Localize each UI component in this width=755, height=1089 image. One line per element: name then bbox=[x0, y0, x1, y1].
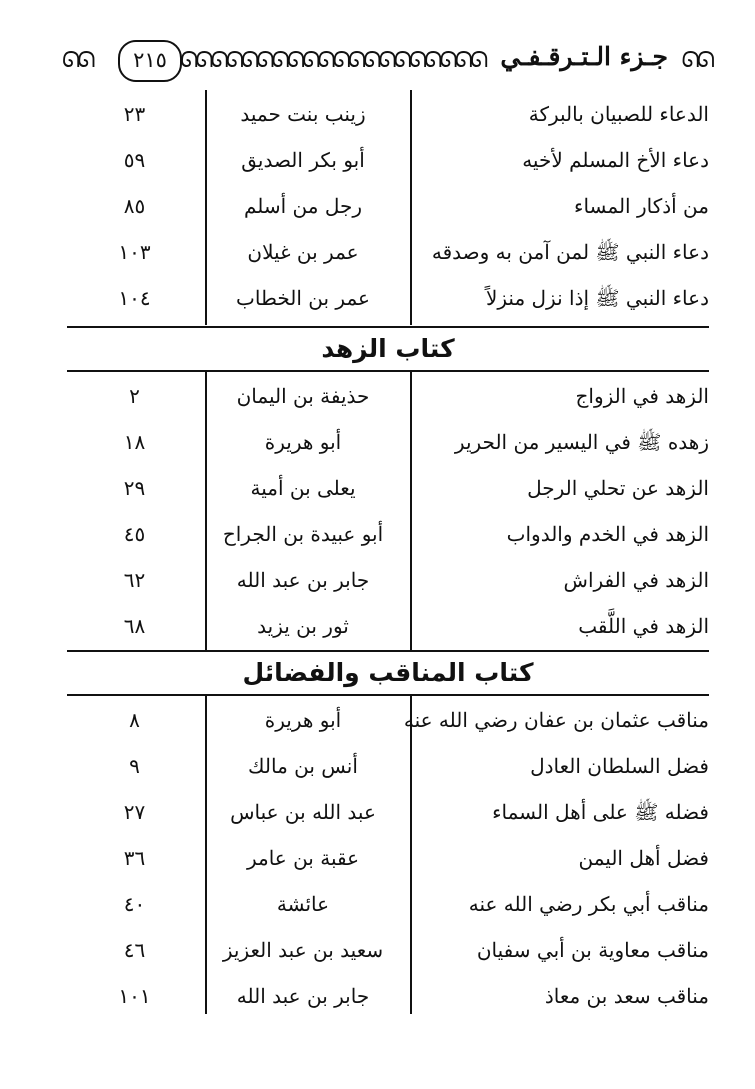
narrator-cell: عائشة bbox=[276, 892, 330, 916]
table-row bbox=[67, 96, 709, 142]
number-cell: ٨ bbox=[129, 708, 140, 732]
section-divider bbox=[67, 650, 709, 652]
section-divider bbox=[67, 694, 709, 696]
number-cell: ١٨ bbox=[123, 430, 146, 454]
header-ornament-left: ᘏᘏ bbox=[62, 48, 93, 73]
narrator-cell: أنس بن مالك bbox=[248, 754, 358, 778]
number-cell: ٩ bbox=[129, 754, 140, 778]
table-row bbox=[67, 516, 709, 562]
table-row bbox=[67, 702, 709, 748]
topic-cell: الدعاء للصبيان بالبركة bbox=[528, 102, 709, 126]
number-cell: ١٠٤ bbox=[118, 286, 151, 310]
header-title: جـزء الـتـرقـفـي bbox=[500, 42, 668, 71]
section-divider bbox=[67, 370, 709, 372]
topic-cell: دعاء النبي ﷺ إذا نزل منزلاً bbox=[485, 286, 709, 310]
topic-cell: زهده ﷺ في اليسير من الحرير bbox=[454, 430, 709, 454]
number-cell: ٤٠ bbox=[123, 892, 146, 916]
header-ornament-middle: ᘏᘏᘏᘏᘏᘏᘏᘏᘏᘏᘏᘏᘏᘏᘏᘏᘏᘏᘏᘏ bbox=[180, 48, 486, 73]
narrator-cell: ثور بن يزيد bbox=[257, 614, 349, 638]
narrator-cell: عمر بن الخطاب bbox=[236, 286, 370, 310]
table-row bbox=[67, 932, 709, 978]
table-row bbox=[67, 188, 709, 234]
topic-cell: مناقب سعد بن معاذ bbox=[544, 984, 709, 1008]
narrator-cell: زينب بنت حميد bbox=[240, 102, 366, 126]
topic-cell: مناقب عثمان بن عفان رضي الله عنه bbox=[403, 708, 709, 732]
number-cell: ٥٩ bbox=[123, 148, 146, 172]
table-row bbox=[67, 234, 709, 280]
page-number: ٢١٥ bbox=[118, 40, 182, 82]
topic-cell: فضله ﷺ على أهل السماء bbox=[492, 800, 709, 824]
topic-cell: دعاء الأخ المسلم لأخيه bbox=[522, 148, 709, 172]
topic-cell: الزهد في اللَّقب bbox=[578, 614, 709, 638]
section-title: كتاب المناقب والفضائل bbox=[242, 658, 534, 687]
narrator-cell: رجل من أسلم bbox=[243, 194, 363, 218]
number-cell: ٢ bbox=[129, 384, 140, 408]
number-cell: ٤٥ bbox=[123, 522, 146, 546]
number-cell: ١٠١ bbox=[118, 984, 151, 1008]
table-row bbox=[67, 378, 709, 424]
number-cell: ٢٩ bbox=[123, 476, 146, 500]
narrator-cell: حذيفة بن اليمان bbox=[236, 384, 370, 408]
topic-cell: مناقب أبي بكر رضي الله عنه bbox=[468, 892, 709, 916]
narrator-cell: عمر بن غيلان bbox=[247, 240, 359, 264]
number-cell: ٣٦ bbox=[123, 846, 146, 870]
number-cell: ٤٦ bbox=[123, 938, 146, 962]
topic-cell: دعاء النبي ﷺ لمن آمن به وصدقه bbox=[431, 240, 709, 264]
number-cell: ٦٨ bbox=[123, 614, 146, 638]
topic-cell: فضل أهل اليمن bbox=[578, 846, 709, 870]
number-cell: ٢٣ bbox=[123, 102, 146, 126]
topic-cell: فضل السلطان العادل bbox=[530, 754, 709, 778]
number-cell: ٦٢ bbox=[123, 568, 146, 592]
narrator-cell: يعلى بن أمية bbox=[250, 476, 356, 500]
table-row bbox=[67, 562, 709, 608]
table-row bbox=[67, 142, 709, 188]
narrator-cell: أبو بكر الصديق bbox=[241, 148, 365, 172]
header-ornament-right: ᘏᘏ bbox=[681, 48, 712, 73]
narrator-cell: عبد الله بن عباس bbox=[230, 800, 376, 824]
table-row bbox=[67, 794, 709, 840]
narrator-cell: عقبة بن عامر bbox=[246, 846, 360, 870]
table-row bbox=[67, 424, 709, 470]
section-title: كتاب الزهد bbox=[321, 334, 455, 363]
number-cell: ١٠٣ bbox=[118, 240, 151, 264]
number-cell: ٨٥ bbox=[123, 194, 146, 218]
topic-cell: الزهد في الفراش bbox=[563, 568, 709, 592]
topic-cell: من أذكار المساء bbox=[574, 194, 709, 218]
narrator-cell: سعيد بن عبد العزيز bbox=[222, 938, 384, 962]
topic-cell: مناقب معاوية بن أبي سفيان bbox=[476, 938, 709, 962]
narrator-cell: جابر بن عبد الله bbox=[236, 984, 370, 1008]
table-row bbox=[67, 978, 709, 1024]
topic-cell: الزهد عن تحلي الرجل bbox=[527, 476, 709, 500]
table-row bbox=[67, 840, 709, 886]
page-header bbox=[62, 38, 712, 86]
narrator-cell: أبو عبيدة بن الجراح bbox=[222, 522, 384, 546]
table-row bbox=[67, 470, 709, 516]
table-row bbox=[67, 886, 709, 932]
table-row bbox=[67, 748, 709, 794]
narrator-cell: جابر بن عبد الله bbox=[236, 568, 370, 592]
section-divider bbox=[67, 326, 709, 328]
table-row bbox=[67, 280, 709, 326]
narrator-cell: أبو هريرة bbox=[264, 708, 342, 732]
narrator-cell: أبو هريرة bbox=[264, 430, 342, 454]
topic-cell: الزهد في الخدم والدواب bbox=[506, 522, 709, 546]
number-cell: ٢٧ bbox=[123, 800, 146, 824]
topic-cell: الزهد في الزواج bbox=[575, 384, 709, 408]
table-row bbox=[67, 608, 709, 654]
